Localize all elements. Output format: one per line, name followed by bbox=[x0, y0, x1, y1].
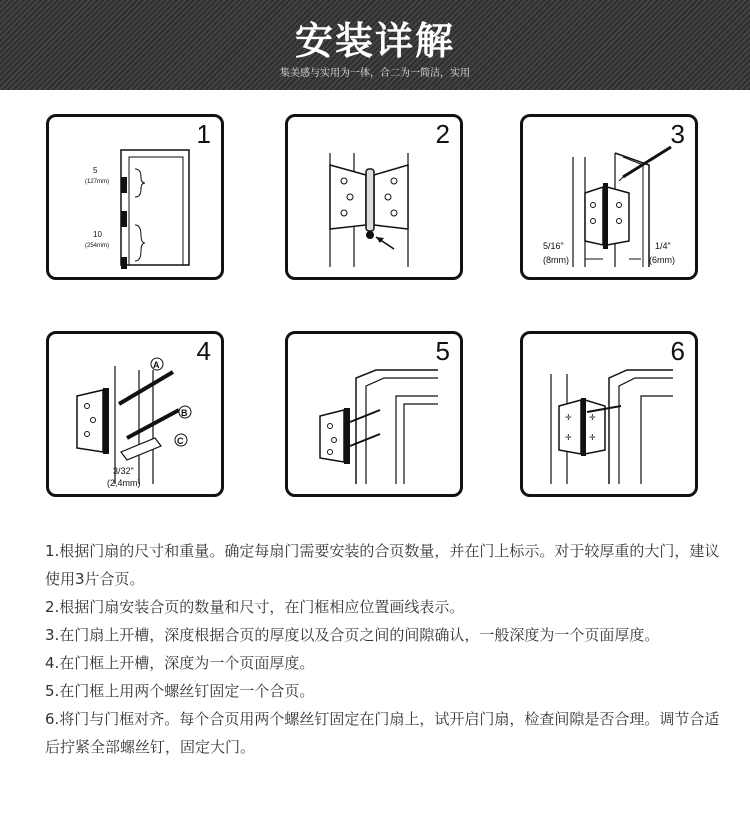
step-number: 6 bbox=[670, 336, 685, 366]
instruction-step: 5.在门框上用两个螺丝钉固定一个合页。 bbox=[45, 682, 315, 700]
instruction-step: 6.将门与门框对齐。每个合页用两个螺丝钉固定在门扇上，试开启门扇，检查间隙是否合理。调节合适后拧紧全部螺丝钉，固定大门。 bbox=[45, 710, 720, 756]
step-4-illustration bbox=[46, 331, 224, 497]
step-number: 1 bbox=[196, 119, 211, 149]
measure-label: (6mm) bbox=[649, 255, 675, 265]
hinge-marking-drawing bbox=[523, 117, 695, 277]
step-number: 2 bbox=[435, 119, 450, 149]
chisel-mortise-drawing bbox=[49, 334, 221, 497]
page-title: 安装详解 bbox=[294, 19, 455, 63]
measure-label: (8mm) bbox=[543, 255, 569, 265]
svg-text:✛: ✛ bbox=[565, 413, 572, 422]
instruction-step: 1.根据门扇的尺寸和重量。确定每扇门需要安装的合页数量，并在门上标示。对于较厚重的大门，建议使用3片合页。 bbox=[45, 542, 720, 588]
door-alignment-drawing bbox=[523, 334, 695, 497]
svg-text:✛: ✛ bbox=[565, 433, 572, 442]
step-6-illustration bbox=[520, 331, 698, 497]
instruction-list bbox=[45, 537, 725, 761]
page-subtitle: 集美感与实用为一体，合二为一简洁，实用 bbox=[280, 68, 470, 79]
step-number: 5 bbox=[435, 336, 450, 366]
frame-hinge-drawing bbox=[288, 334, 460, 497]
step-1-illustration bbox=[46, 114, 224, 280]
step-5-illustration bbox=[285, 331, 463, 497]
svg-text:✛: ✛ bbox=[589, 433, 596, 442]
measure-label: 1/4" bbox=[655, 241, 671, 251]
tool-label: B bbox=[181, 408, 188, 418]
measure-label: (127mm) bbox=[85, 179, 110, 185]
tool-label: C bbox=[177, 436, 184, 446]
svg-text:✛: ✛ bbox=[589, 413, 596, 422]
tool-label: A bbox=[153, 360, 160, 370]
measure-label: (254mm) bbox=[85, 243, 110, 249]
door-measurement-drawing bbox=[49, 117, 221, 277]
measure-label: 5 bbox=[93, 166, 98, 175]
step-number: 3 bbox=[670, 119, 685, 149]
instruction-step: 4.在门框上开槽，深度为一个页面厚度。 bbox=[45, 654, 315, 672]
step-2-illustration bbox=[285, 114, 463, 280]
measure-label: 3/32" bbox=[113, 466, 134, 476]
instruction-step: 2.根据门扇安装合页的数量和尺寸，在门框相应位置画线表示。 bbox=[45, 598, 465, 616]
header-banner bbox=[0, 0, 750, 90]
measure-label: (2,4mm) bbox=[107, 478, 141, 488]
step-3-illustration bbox=[520, 114, 698, 280]
step-number: 4 bbox=[196, 336, 211, 366]
hinge-drawing bbox=[288, 117, 460, 277]
measure-label: 5/16" bbox=[543, 241, 564, 251]
instruction-step: 3.在门扇上开槽，深度根据合页的厚度以及合页之间的间隙确认，一般深度为一个页面厚度。 bbox=[45, 626, 660, 644]
measure-label: 10 bbox=[93, 230, 102, 239]
